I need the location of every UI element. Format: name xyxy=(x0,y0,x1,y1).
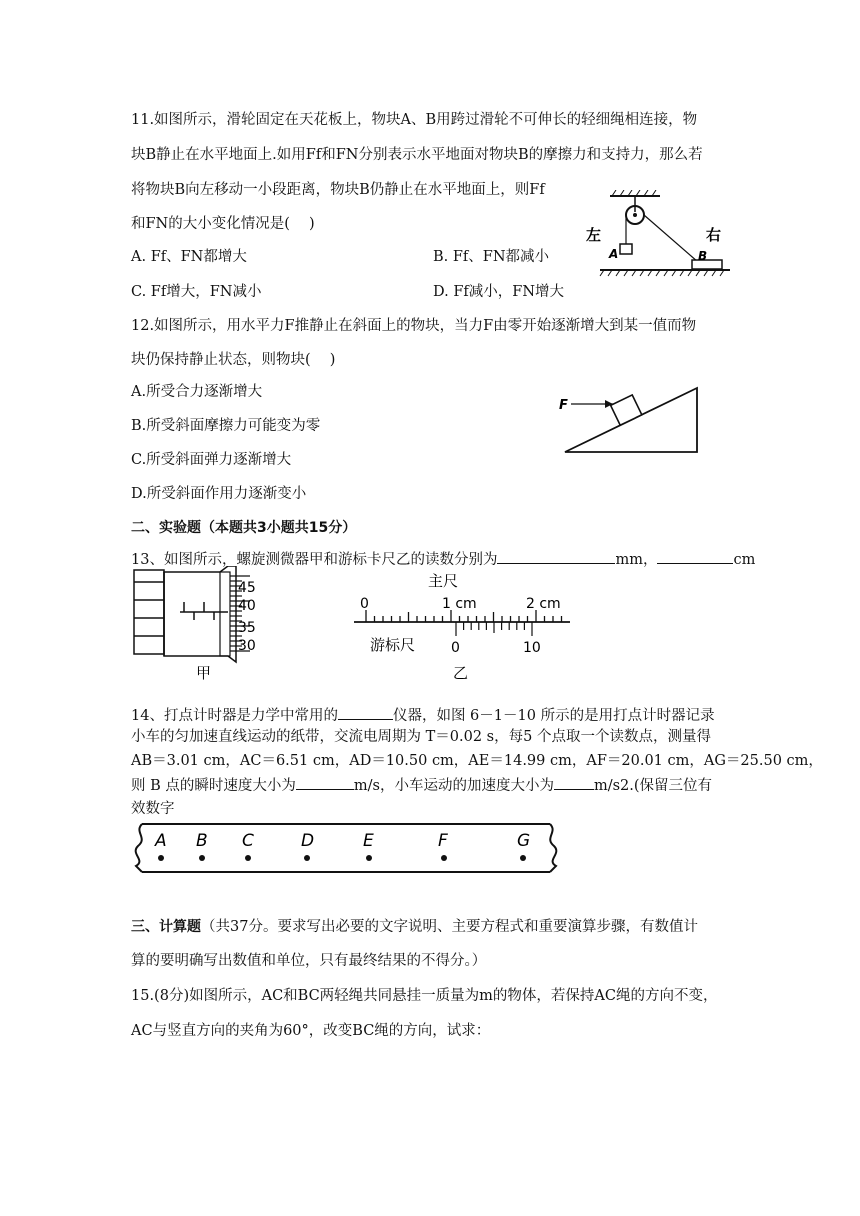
caliper-tick-2cm: 2 cm xyxy=(526,596,561,612)
q14-blank-instrument xyxy=(338,705,393,720)
fig-label-right: 右 xyxy=(706,226,722,244)
q12-incline-figure xyxy=(555,382,705,457)
q14-blank-acceleration xyxy=(554,775,594,790)
tape-dot-f xyxy=(441,855,447,861)
q14-text-line2: 小车的匀加速直线运动的纸带，交流电周期为 T＝0.02 s，每5 个点取一个读数点，测量得 xyxy=(131,729,711,745)
tape-label-g: G xyxy=(517,831,531,851)
tape-dot-d xyxy=(304,855,310,861)
section3-line1 xyxy=(131,917,698,937)
q14-text-line3: AB＝3.01 cm，AC＝6.51 cm，AD＝10.50 cm，AE＝14.99 cm，AF＝20.01 cm，AG＝25.50 cm， xyxy=(131,753,823,769)
q12-option-d: D.所受斜面作用力逐渐变小 xyxy=(131,486,307,502)
micrometer-tick-45: 45 xyxy=(238,580,256,596)
q11-pulley-figure xyxy=(580,190,740,290)
section3-heading: 三、计算题 xyxy=(131,919,201,935)
q11-option-d: D. Ff减小，FN增大 xyxy=(433,284,565,300)
tape-label-c: C xyxy=(242,831,254,851)
tape-dot-a xyxy=(158,855,164,861)
q13-unit-cm: cm xyxy=(733,552,756,568)
section3-rest: （共37分。要求写出必要的文字说明、主要方程式和重要演算步骤，有数值计 xyxy=(201,919,698,935)
q11-text-line2: 块B静止在水平地面上.如用Ff和FN分别表示水平地面对物块B的摩擦力和支持力，那么若 xyxy=(131,147,703,163)
q14-line1b: 仪器，如图 6－1－10 所示的是用打点计时器记录 xyxy=(392,708,715,724)
q14-text-line1 xyxy=(131,705,715,726)
fig-label-b: B xyxy=(698,249,708,263)
q14-line4c: m/s2.(保留三位有 xyxy=(593,778,713,794)
q13-prompt: 13、如图所示，螺旋测微器甲和游标卡尺乙的读数分别为 xyxy=(131,552,498,568)
q14-blank-velocity xyxy=(296,775,354,790)
q11-text-line3: 将物块B向左移动一小段距离，物块B仍静止在水平地面上，则Ff xyxy=(131,182,545,198)
q13-blank-caliper xyxy=(657,549,733,564)
tape-label-e: E xyxy=(363,831,374,851)
fig-label-left: 左 xyxy=(586,226,602,244)
q14-text-line5: 效数字 xyxy=(131,801,175,817)
q12-option-a: A.所受合力逐渐增大 xyxy=(131,384,263,400)
caliper-main-label: 主尺 xyxy=(428,572,459,590)
caliper-tick-1cm: 1 cm xyxy=(442,596,477,612)
tape-label-f: F xyxy=(438,831,448,851)
q12-option-c: C.所受斜面弹力逐渐增大 xyxy=(131,452,292,468)
q14-line4a: 则 B 点的瞬时速度大小为 xyxy=(131,778,296,794)
tape-label-b: B xyxy=(196,831,208,851)
q11-text-line4: 和FN的大小变化情况是( ) xyxy=(131,216,315,232)
q13-unit-mm: mm， xyxy=(615,552,658,568)
q12-text-line1: 12.如图所示，用水平力F推静止在斜面上的物块，当力F由零开始逐渐增大到某一值而物 xyxy=(131,318,697,334)
q11-option-a: A. Ff、FN都增大 xyxy=(131,249,247,265)
tape-dot-c xyxy=(245,855,251,861)
tape-label-d: D xyxy=(301,831,315,851)
q14-line4b: m/s，小车运动的加速度大小为 xyxy=(353,778,554,794)
q11-option-c: C. Ff增大，FN减小 xyxy=(131,284,262,300)
q13-micrometer-figure xyxy=(128,566,288,684)
q12-text-line2: 块仍保持静止状态，则物块( ) xyxy=(131,352,336,368)
micrometer-tick-30: 30 xyxy=(238,638,256,654)
tape-label-a: A xyxy=(155,831,167,851)
section3-line2: 算的要明确写出数值和单位，只有最终结果的不得分。） xyxy=(131,953,487,969)
caliper-vernier-label: 游标尺 xyxy=(370,636,416,654)
q11-option-b: B. Ff、FN都减小 xyxy=(433,249,550,265)
micrometer-tick-35: 35 xyxy=(238,620,256,636)
fig-label-f: F xyxy=(559,398,568,413)
caliper-caption: 乙 xyxy=(453,664,469,682)
q13-caliper-figure xyxy=(350,566,575,684)
caliper-vernier-10: 10 xyxy=(523,640,541,656)
q14-line1a: 14、打点计时器是力学中常用的 xyxy=(131,708,338,724)
q15-text-line1: 15.(8分)如图所示，AC和BC两轻绳共同悬挂一质量为m的物体，若保持AC绳的方向不变， xyxy=(131,988,718,1004)
q12-option-b: B.所受斜面摩擦力可能变为零 xyxy=(131,418,321,434)
fig-label-a: A xyxy=(609,247,619,261)
q11-text-line1: 11.如图所示，滑轮固定在天花板上，物块A、B用跨过滑轮不可伸长的轻细绳相连接，物 xyxy=(131,112,698,128)
micrometer-caption: 甲 xyxy=(196,664,212,682)
q14-text-line4 xyxy=(131,775,712,796)
q15-text-line2: AC与竖直方向的夹角为60°，改变BC绳的方向，试求： xyxy=(131,1023,491,1039)
caliper-tick-0: 0 xyxy=(360,596,369,612)
micrometer-tick-40: 40 xyxy=(238,598,256,614)
tape-dot-e xyxy=(366,855,372,861)
section2-heading: 二、实验题（本题共3小题共15分） xyxy=(131,520,357,536)
q13-blank-micrometer xyxy=(497,549,615,564)
tape-dot-b xyxy=(199,855,205,861)
caliper-vernier-0: 0 xyxy=(451,640,460,656)
q14-paper-tape-figure xyxy=(128,818,568,878)
tape-dot-g xyxy=(520,855,526,861)
